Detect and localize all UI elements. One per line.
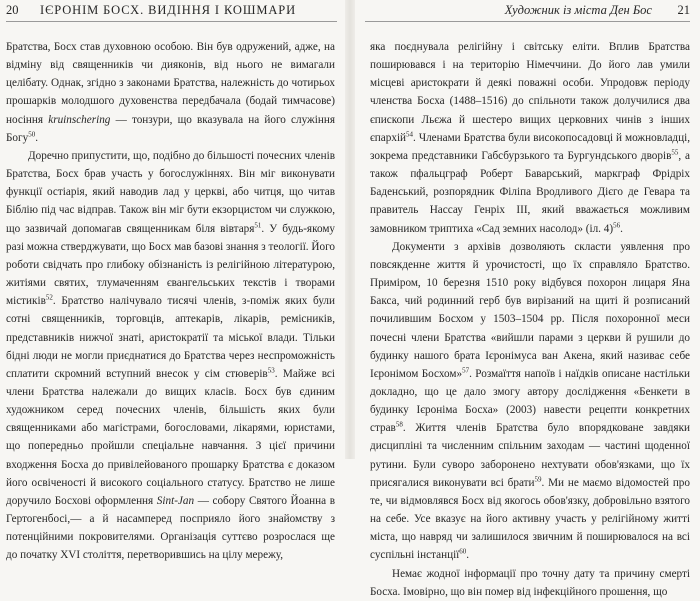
- italic-term: kruinschering: [48, 113, 111, 126]
- text-run: . У будь-якому разі можна стверджувати, що Босх мав базові знання з теології. Його роботи свідчать про глибоку обізнаність із релігійною літературою, житіями святих, тлумаченням євангельських текстів і творами містиків: [6, 222, 335, 308]
- text-run: — тонзури, що вказувала на його служіння Богу: [6, 113, 335, 144]
- right-page: [355, 0, 700, 598]
- text-run: Братства, Босх став духовною особою. Він був одружений, адже, на відміну від священників чи дияконів, від нього не вимагали целібату. Однак, згідно з законами Братства, належність до чотирьох прошарків молодшого духовенства передбачала (бодай тимчасове) носіння: [6, 41, 335, 126]
- footnote-ref[interactable]: 58: [395, 420, 403, 429]
- running-head-title: Художник із міста Ден Бос: [504, 3, 652, 17]
- page-gutter: [345, 0, 355, 459]
- header-rule: [365, 21, 690, 22]
- footnote-ref[interactable]: 60: [459, 547, 467, 556]
- text-run: . Членами Братства були високопосадовці й можновладці, зокрема представники Габсбурзького та Бургундського дворів: [370, 131, 690, 162]
- footnote-ref[interactable]: 51: [254, 220, 262, 229]
- running-head-title: ІЄРОНІМ БОСХ. ВИДІННЯ І КОШМАРИ: [40, 3, 297, 17]
- text-run: яка поєднувала релігійну і світську еліти. Вплив Братства поширювався і на територію Німеччини. До його лав умили місцеві аристократи й деякі поважні особи. Упродовж періоду членства Босха (1488–1516) до спільноти також долучилися два єпископи Льєжа й шестеро вищих церковних чинів з інших єпархій: [370, 41, 690, 144]
- body-text: [370, 38, 690, 601]
- text-run: . Братство налічувало тисячі членів, з-поміж яких були сотні священників, торговців, аптекарів, лікарів, ремісників, представників нижчої знаті, аристократії та міської влади. Тільки бідні люди не могли приєднатися до Братства через неспроможність сплатити скромний вступний внесок у сім стюверів: [6, 295, 335, 380]
- footnote-ref[interactable]: 50: [28, 130, 36, 139]
- italic-term: Sint-Jan: [156, 494, 195, 507]
- text-run: .: [620, 222, 623, 235]
- footnote-ref[interactable]: 57: [462, 366, 470, 375]
- footnote-ref[interactable]: 53: [267, 366, 275, 375]
- header-rule: [6, 21, 337, 22]
- text-run: . Розмаїття напоїв і наїдків описане настільки докладно, що це дало змогу автору дослідження «Бенкети в будинку Ієроніма Босха» (2003) навести рецепти конкретних страв: [370, 367, 690, 435]
- footnote-ref[interactable]: 54: [406, 130, 414, 139]
- footnote-ref[interactable]: 55: [671, 148, 679, 157]
- footnote-ref[interactable]: 59: [534, 475, 542, 484]
- paragraph: [6, 147, 335, 565]
- text-run: Немає жодної інформації про точну дату та причину смерті Босха. Імовірно, що він помер від інфекційного прошення, що: [370, 567, 690, 598]
- text-run: . Майже всі члени Братства належали до вищих класів. Босх був єдиним художником серед почесних членів, більшість яких були священниками або магістрами, богословами, лікарями, юристами, що попередньо пройшли спеціальне навчання. З цієї причини входження Босха до привілейованого прошарку Братства є доказом його освіченості й високого соціального статусу. Братство не лише доручило Босхові оформлення: [6, 367, 335, 507]
- text-run: . Життя членів Братства було впорядковане завдяки дисципліні та численним спільним заходам — частині щоденної рутини. Були суворо заборонено нехтувати обов'язками, що їх присягалися виконувати всі брати: [370, 422, 690, 489]
- text-run: Документи з архівів дозволяють скласти уявлення про повсякденне життя й урочистості, що їх справляло Братство. Приміром, 10 березня 1510 року відбувся похорон лицаря Яна Бакса, чий родинний герб був вирізаний на щиті й розписаний почилившим Босхом у 1503–1504 рр. Після похоронної меси почесні члени Братства «вийшли парами з церкви й рушили до будинку нашого брата Ієронімуса ван Акена, який називає себе Ієронімом Босхом»: [370, 240, 690, 380]
- text-run: Доречно припустити, що, подібно до більшості почесних членів Братства, Босх брав участь у богослужіннях. Він міг виконувати функції остіарія, який наводив лад у церкві, або читця, що читав Біблію під час відправ. Також він міг бути екзорцистом чи служкою, що зазвичай допомагав священникам біля вівтаря: [6, 149, 335, 235]
- text-run: .: [35, 131, 38, 144]
- footnote-ref[interactable]: 56: [613, 220, 621, 229]
- paragraph: [370, 38, 690, 238]
- paragraph: [370, 565, 690, 601]
- text-run: , а також пфальцграф Роберт Баварський, маркграф Фрідріх Баденський, розпорядник Філіпа Вродливого Дієго де Гевара та правитель Нассау Генріх III, який вважається можливим замовником триптиха «Сад земних насолод» (іл. 4): [370, 149, 690, 235]
- paragraph: [370, 238, 690, 565]
- footnote-ref[interactable]: 52: [45, 293, 53, 302]
- paragraph: [6, 38, 335, 147]
- text-run: — собору Святого Йоанна в Гертогенбосі,— а й насамперед посприяло його знайомству з потенційними покровителями. Організація суттєво розрослася ще до початку XVI століття, перетворившись на цілу мережу,: [6, 494, 335, 562]
- text-run: .: [466, 549, 470, 562]
- text-run: . Ми не маємо відомостей про те, чи відмовлявся Босх від якогось обов'язку, добровільно взятого на себе. Усе вказує на його активну участь у релігійному житті міста, що навряд чи залишилося звичним й поширювалося на всі суспільні інстанції: [370, 476, 690, 562]
- body-text: [6, 38, 335, 565]
- left-page: [0, 0, 345, 562]
- page-number: 20: [6, 3, 19, 17]
- page-number: 21: [677, 3, 690, 17]
